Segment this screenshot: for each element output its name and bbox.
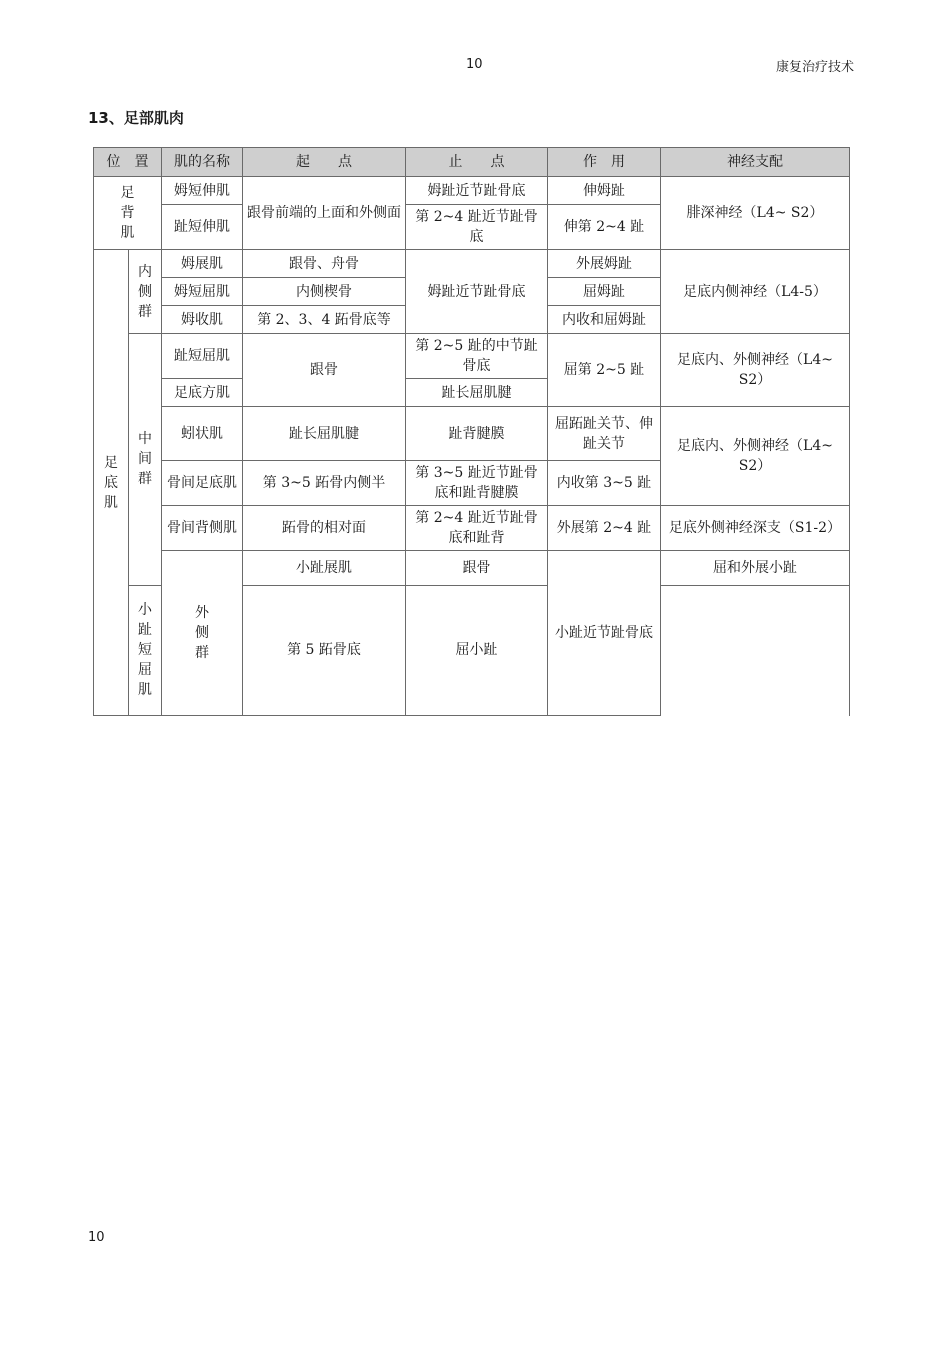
header-origin: 起 点 — [243, 148, 406, 177]
header-insertion: 止 点 — [406, 148, 548, 177]
muscle-origin: 第 3~5 跖骨内侧半 — [243, 461, 406, 506]
muscle-insertion: 小趾近节趾骨底 — [548, 551, 661, 716]
group-middle: 中 间 群 — [129, 334, 162, 586]
muscle-origin: 跟骨 — [406, 551, 548, 586]
muscle-action: 外展第 2~4 趾 — [548, 506, 661, 551]
table-row — [94, 506, 850, 551]
muscle-action: 内收第 3~5 趾 — [548, 461, 661, 506]
muscle-origin: 第 5 跖骨底 — [243, 585, 406, 715]
header-page-number: 10 — [466, 57, 483, 72]
table-row — [94, 551, 850, 586]
header-action: 作 用 — [548, 148, 661, 177]
muscle-name: 蚓状肌 — [162, 407, 243, 461]
muscle-nerve: 足底内侧神经（L4-5） — [661, 250, 850, 334]
muscle-action: 伸第 2~4 趾 — [548, 205, 661, 250]
muscle-origin: 跟骨前端的上面和外侧面 — [243, 177, 406, 250]
muscle-origin: 第 2、3、4 跖骨底等 — [243, 306, 406, 334]
muscle-name: 姆短屈肌 — [162, 278, 243, 306]
header-nerve: 神经支配 — [661, 148, 850, 177]
muscle-insertion: 趾长屈肌腱 — [406, 379, 548, 407]
muscle-action: 内收和屈姆趾 — [548, 306, 661, 334]
muscle-insertion: 第 2~5 趾的中节趾骨底 — [406, 334, 548, 379]
muscle-action: 屈小趾 — [406, 585, 548, 715]
muscle-name: 趾短伸肌 — [162, 205, 243, 250]
muscle-action: 屈和外展小趾 — [661, 551, 850, 586]
muscle-insertion: 第 2~4 趾近节趾骨底和趾背 — [406, 506, 548, 551]
muscle-action: 屈姆趾 — [548, 278, 661, 306]
table-row — [94, 177, 850, 205]
group-medial: 内 侧 群 — [129, 250, 162, 334]
group-dorsum: 足 背 肌 — [94, 177, 162, 250]
header-muscle-name: 肌的名称 — [162, 148, 243, 177]
muscle-name: 姆收肌 — [162, 306, 243, 334]
muscle-origin: 趾长屈肌腱 — [243, 407, 406, 461]
muscle-insertion: 第 3~5 趾近节趾骨底和趾背腱膜 — [406, 461, 548, 506]
foot-muscles-table — [93, 147, 850, 716]
table-row — [94, 250, 850, 278]
muscle-insertion: 第 2~4 趾近节趾骨底 — [406, 205, 548, 250]
muscle-origin: 跟骨、舟骨 — [243, 250, 406, 278]
muscle-name: 小趾展肌 — [243, 551, 406, 586]
muscle-origin: 内侧楔骨 — [243, 278, 406, 306]
table-header-row — [94, 148, 850, 177]
group-lateral: 外 侧 群 — [162, 551, 243, 716]
muscle-action: 屈跖趾关节、伸趾关节 — [548, 407, 661, 461]
muscle-name: 小趾短屈肌 — [129, 585, 162, 715]
muscle-insertion: 姆趾近节趾骨底 — [406, 250, 548, 334]
table-row — [94, 334, 850, 379]
header-position: 位 置 — [94, 148, 162, 177]
section-title: 13、足部肌肉 — [88, 109, 184, 127]
muscle-origin: 跟骨 — [243, 334, 406, 407]
muscle-origin: 跖骨的相对面 — [243, 506, 406, 551]
muscle-action: 伸姆趾 — [548, 177, 661, 205]
muscle-name: 骨间背侧肌 — [162, 506, 243, 551]
muscle-name: 足底方肌 — [162, 379, 243, 407]
table-row — [94, 407, 850, 434]
muscle-nerve: 足底外侧神经深支（S1-2） — [661, 506, 850, 551]
muscle-name: 骨间足底肌 — [162, 461, 243, 506]
muscle-name: 姆短伸肌 — [162, 177, 243, 205]
footer-page-number: 10 — [88, 1230, 105, 1245]
muscle-nerve: 足底内、外侧神经（L4~ S2） — [661, 407, 850, 506]
muscle-action: 外展姆趾 — [548, 250, 661, 278]
muscle-nerve: 腓深神经（L4~ S2） — [661, 177, 850, 250]
muscle-action: 屈第 2~5 趾 — [548, 334, 661, 407]
muscle-nerve: 足底内、外侧神经（L4~ S2） — [661, 334, 850, 407]
muscle-name: 趾短屈肌 — [162, 334, 243, 379]
muscle-insertion: 趾背腱膜 — [406, 407, 548, 461]
group-sole: 足 底 肌 — [94, 250, 129, 716]
header-book-title: 康复治疗技术 — [776, 60, 855, 75]
muscle-name: 姆展肌 — [162, 250, 243, 278]
muscle-insertion: 姆趾近节趾骨底 — [406, 177, 548, 205]
